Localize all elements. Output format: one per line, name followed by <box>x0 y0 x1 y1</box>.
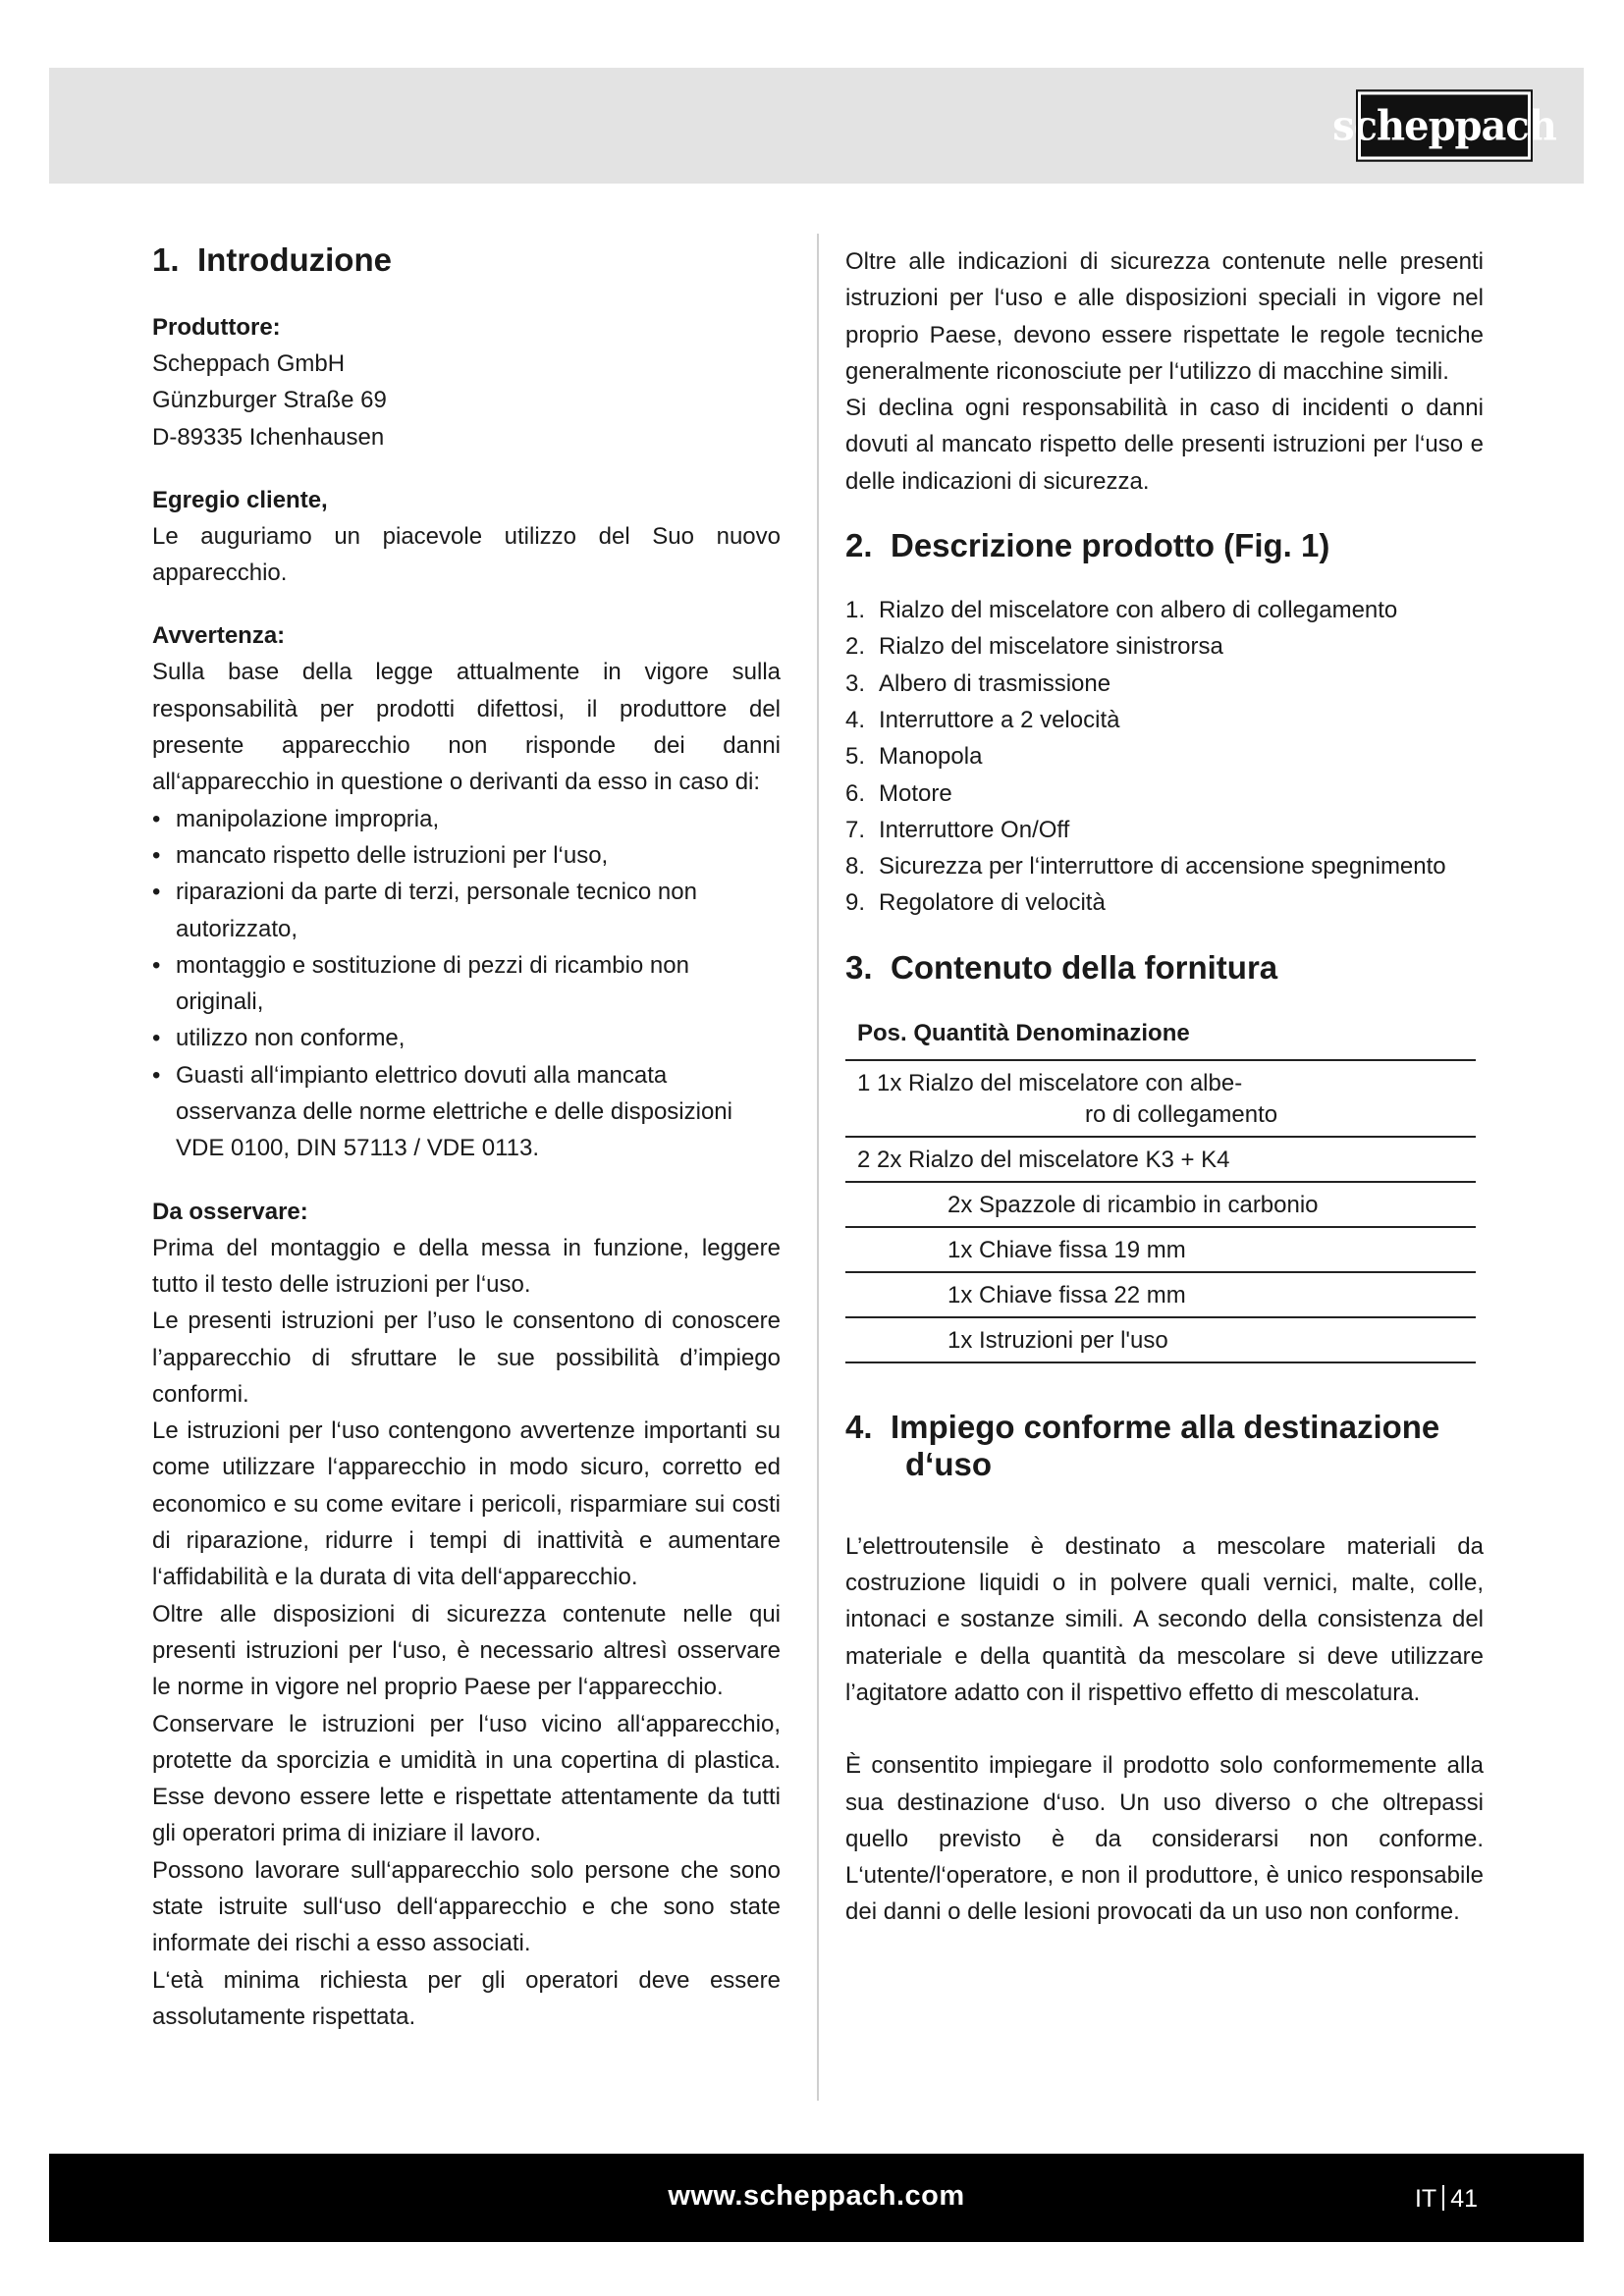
intended-use-paragraph: È consentito impiegare il prodotto solo conformemente alla sua destinazione d‘uso. Un uso diverso o che oltrepassi quello previsto è da considerarsi non conforme. L‘utente/l‘operatore, e non il produttore, è unico responsabile dei danni o delle lesioni provocati da un uso non conforme. <box>845 1752 1484 1926</box>
manufacturer-line: D-89335 Ichenhausen <box>152 423 385 451</box>
section-title-descrizione: 2. Descrizione prodotto (Fig. 1) <box>845 527 1330 564</box>
note-paragraph: L‘età minima richiesta per gli operatori deve essere assolutamente rispettata. <box>152 1966 781 2030</box>
manufacturer-line: Günzburger Straße 69 <box>152 387 387 414</box>
intended-use-paragraph: L’elettroutensile è destinato a mescolare materiali da costruzione liquidi o in polvere quali vernici, malte, colle, intonaci e sostanze simili. A secondo della consistenza del materiale e della quantità da mescolare si deve utilizzare l’agitatore adatto con il rispettivo effetto di mescolatura. <box>845 1532 1484 1706</box>
list-item: 8. Sicurezza per l‘interruttore di accensione spegnimento <box>845 853 1446 881</box>
table-row: 2 2x Rialzo del miscelatore K3 + K4 <box>845 1137 1476 1182</box>
list-item: 6. Motore <box>845 779 952 807</box>
scheppach-logo: scheppach <box>1358 91 1531 159</box>
table-row: 2x Spazzole di ricambio in carbonio <box>845 1182 1476 1227</box>
safety-paragraph: Oltre alle indicazioni di sicurezza contenute nelle presenti istruzioni per l‘uso e alle disposizioni speciali in vigore nel proprio Paese, devono essere rispettate le regole tecniche generalmente riconosciute per l‘utilizzo di macchine simili. <box>845 248 1484 385</box>
list-item: • Guasti all‘impianto elettrico dovuti alla mancata osservanza delle norme elettriche e delle disposizioni VDE 0100, DIN 57113 / VDE 0113. <box>152 1061 732 1162</box>
note-paragraph: Possono lavorare sull‘apparecchio solo persone che sono state istruite sull‘uso dell‘apparecchio e che sono state informate dei rischi a esso associati. <box>152 1856 781 1957</box>
warning-list <box>152 801 781 1167</box>
list-item: 2. Rialzo del miscelatore sinistrorsa <box>845 633 1223 661</box>
parts-list <box>845 592 1484 922</box>
note-label: Da osservare: <box>152 1198 308 1225</box>
note-paragraph: Le presenti istruzioni per l’uso le consentono di conoscere l’apparecchio di sfruttare le sue possibilità d’impiego conformi. <box>152 1308 781 1408</box>
table-header-row <box>845 1018 1476 1060</box>
manufacturer-line: Scheppach GmbH <box>152 350 346 377</box>
footer-band <box>49 2154 1584 2242</box>
page-indicator <box>1415 2185 1478 2214</box>
list-item: 3. Albero di trasmissione <box>845 669 1111 697</box>
list-item: 7. Interruttore On/Off <box>845 816 1070 843</box>
table-row: 1 1x Rialzo del miscelatore con albe- ro di collegamento <box>845 1060 1476 1137</box>
list-item: • riparazioni da parte di terzi, personale tecnico non autorizzato, <box>152 879 697 942</box>
warning-label: Avvertenza: <box>152 622 286 650</box>
note-paragraph: Oltre alle disposizioni di sicurezza contenute nelle qui presenti istruzioni per l‘uso, è necessario altresì osservare le norme in vigore nel proprio Paese per l‘apparecchio. <box>152 1600 781 1701</box>
separator <box>1442 2185 1444 2211</box>
note-paragraph: Prima del montaggio e della messa in funzione, leggere tutto il testo delle istruzioni per l‘uso. <box>152 1234 781 1298</box>
right-column <box>845 234 1484 1931</box>
list-item: • mancato rispetto delle istruzioni per l‘uso, <box>152 841 609 869</box>
list-item: • utilizzo non conforme, <box>152 1025 406 1052</box>
list-item: • montaggio e sostituzione di pezzi di ricambio non originali, <box>152 951 689 1016</box>
table-row: 1x Chiave fissa 19 mm <box>845 1227 1476 1272</box>
section-title-introduzione: 1. Introduzione <box>152 241 392 278</box>
dear-customer-label: Egregio cliente, <box>152 486 328 513</box>
section-title-impiego: 4. Impiego conforme alla destinazione d‘uso <box>845 1408 1440 1482</box>
column-divider <box>817 234 819 2101</box>
list-item: 1. Rialzo del miscelatore con albero di collegamento <box>845 597 1398 624</box>
list-item: 4. Interruttore a 2 velocità <box>845 706 1120 733</box>
left-column <box>152 234 781 2035</box>
liability-paragraph: Si declina ogni responsabilità in caso di incidenti o danni dovuti al mancato rispetto delle presenti istruzioni per l‘uso e delle indicazioni di sicurezza. <box>845 395 1484 495</box>
dear-customer-text: Le auguriamo un piacevole utilizzo del Suo nuovo apparecchio. <box>152 522 781 587</box>
note-paragraph: Le istruzioni per l‘uso contengono avvertenze importanti su come utilizzare l‘apparecchio in modo sicuro, corretto ed economico e su come evitare i pericoli, risparmiare sui costi di riparazione, ridurre i tempi di inattività e aumentare l‘affidabilità e la durata di vita dell‘apparecchio. <box>152 1417 781 1591</box>
list-item: 9. Regolatore di velocità <box>845 889 1106 917</box>
note-paragraph: Conservare le istruzioni per l‘uso vicino all‘apparecchio, protette da sporcizia e umidità in una copertina di plastica. Esse devono essere lette e rispettate attentamente da tutti gli operatori prima di iniziare il lavoro. <box>152 1710 781 1847</box>
language-code: IT <box>1414 2185 1437 2213</box>
list-item: 5. Manopola <box>845 743 983 771</box>
table-row: 1x Chiave fissa 22 mm <box>845 1272 1476 1317</box>
header-band <box>49 68 1584 184</box>
section-title-fornitura: 3. Contenuto della fornitura <box>845 948 1278 986</box>
page-number: 41 <box>1450 2185 1478 2213</box>
list-item: • manipolazione impropria, <box>152 805 440 832</box>
manufacturer-label: Produttore: <box>152 314 281 341</box>
warning-text: Sulla base della legge attualmente in vigore sulla responsabilità per prodotti difettosi, il produttore del presente apparecchio non risponde dei danni all‘apparecchio in questione o derivanti da esso in caso di: <box>152 659 781 796</box>
table-header: Pos. Quantità Denominazione <box>845 1018 1476 1060</box>
website-link[interactable]: www.scheppach.com <box>668 2180 965 2212</box>
table-row: 1x Istruzioni per l'uso <box>845 1317 1476 1362</box>
supply-table <box>845 1018 1476 1363</box>
